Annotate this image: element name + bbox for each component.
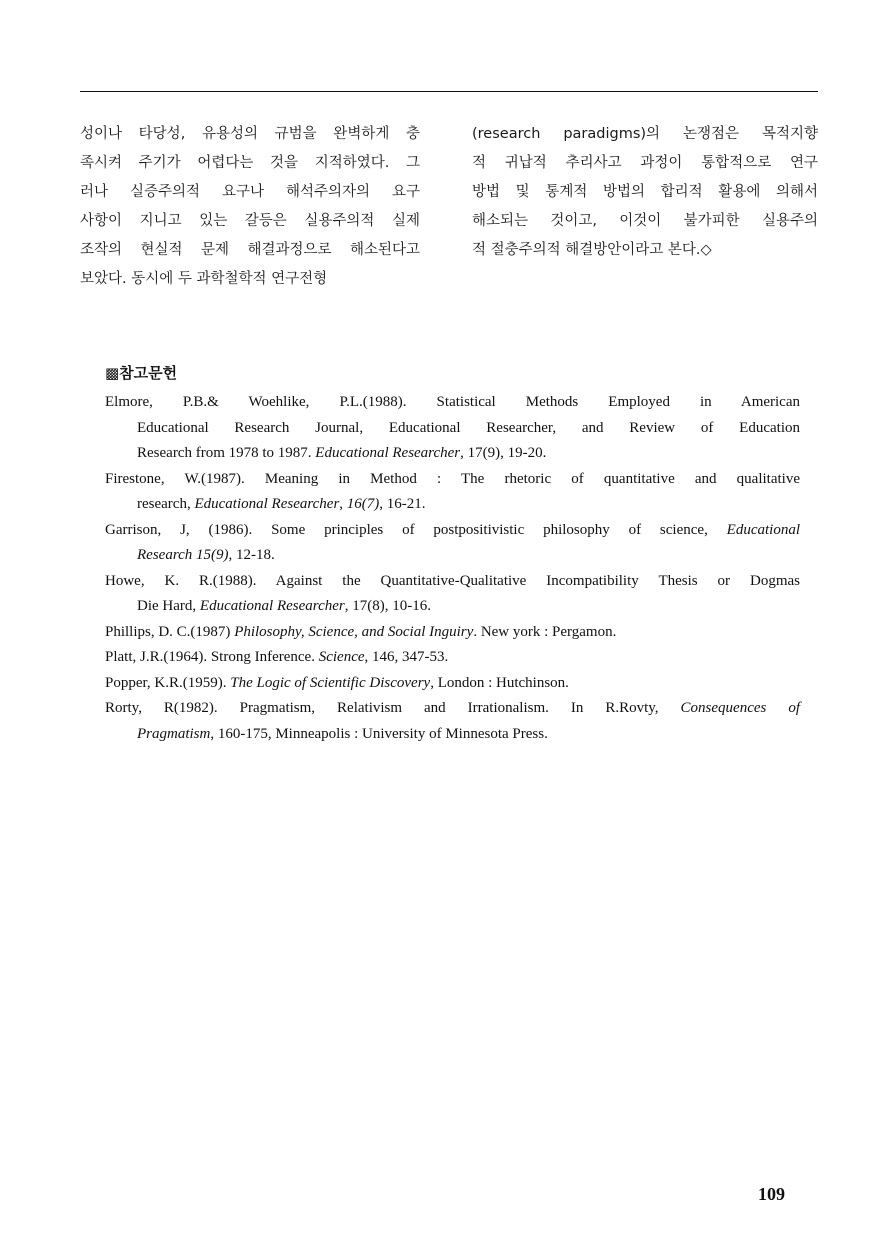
reference-entry [105,671,800,697]
reference-segment: Die Hard, [137,598,200,614]
reference-italic-segment: Educational Researcher [199,598,345,614]
reference-segment: Firestone, W.(1987). Meaning in Method : The rhetoric of quantitative and qualitative [105,470,800,487]
reference-entry [105,518,800,569]
reference-entry [105,467,800,518]
reference-entry [105,569,800,620]
reference-italic-segment: Educational [726,521,800,538]
reference-segment: . New york : Pergamon. [473,623,617,640]
reference-segment: Research from 1978 to 1987. [137,445,316,461]
reference-italic-segment: 16(7) [346,496,380,512]
reference-entry [105,620,800,646]
reference-italic-segment: Philosophy, Science, and Social Inguiry [234,623,474,640]
right-column-line: (research paradigms)의 논쟁점은 목적지향 [472,126,818,142]
reference-entry [105,645,800,671]
references-list [105,390,800,747]
body-column-right [472,120,818,265]
reference-segment: research, [137,496,195,512]
right-column-line: 해소되는 것이고, 이것이 불가피한 실용주의 [472,213,818,229]
right-column-line: 방법 및 통계적 방법의 합리적 활용에 의해서 [472,184,818,200]
reference-line [105,467,800,493]
reference-segment: , [339,496,347,512]
reference-line [105,543,800,569]
body-column-left [80,120,420,294]
reference-line [105,645,800,671]
reference-segment: , 17(8), 10-16. [344,598,431,614]
reference-italic-segment: Science [318,649,365,665]
page-number: 109 [758,1184,785,1204]
reference-line [105,569,800,595]
reference-segment: Garrison, J, (1986). Some principles of postpositivistic philosophy of science, [105,521,727,538]
left-column-line: 족시켜 주기가 어렵다는 것을 지적하였다. 그 [80,155,420,171]
references-heading: ▩참고문헌 [105,364,178,382]
reference-segment: Elmore, P.B.& Woehlike, P.L.(1988). Statistical Methods Employed in American [105,394,800,410]
reference-line [105,696,800,722]
left-column-line: 조작의 현실적 문제 해결과정으로 해소된다고 [80,242,420,258]
reference-italic-segment: Consequences of [680,700,800,716]
reference-entry [105,696,800,747]
reference-line [105,671,800,697]
reference-italic-segment: Research 15(9) [137,547,229,563]
left-column-line: 보았다. 동시에 두 과학철학적 연구전형 [80,271,328,287]
reference-segment: Phillips, D. C.(1987) [105,623,235,640]
left-column-line: 사항이 지니고 있는 갈등은 실용주의적 실제 [80,213,420,229]
reference-line [105,594,800,620]
reference-italic-segment: Educational Researcher [315,445,461,461]
left-column-line: 성이나 타당성, 유용성의 규범을 완벽하게 충 [80,126,420,142]
reference-segment: , 17(9), 19-20. [460,445,547,461]
left-column-line: 러나 실증주의적 요구나 해석주의자의 요구 [80,184,420,200]
reference-segment: , London : Hutchinson. [430,674,569,691]
reference-segment: Howe, K. R.(1988). Against the Quantitative-Qualitative Incompatibility Thesis or Dogmas [105,572,800,589]
reference-segment: , 16-21. [379,496,426,512]
right-column-line: 적 귀납적 추리사고 과정이 통합적으로 연구 [472,155,818,171]
reference-segment: , 146, 347-53. [364,649,449,665]
reference-italic-segment: Pragmatism [137,725,211,742]
reference-segment: , 12-18. [228,547,275,563]
header-rule [80,91,818,92]
reference-segment: Rorty, R(1982). Pragmatism, Relativism and Irrationalism. In R.Rovty, [105,700,681,716]
reference-segment: Educational Research Journal, Educational Researcher, and Review of Education [137,419,800,436]
reference-line [105,390,800,416]
reference-line [105,416,800,442]
reference-line [105,722,800,748]
reference-line [105,518,800,544]
reference-segment: Platt, J.R.(1964). Strong Inference. [105,649,319,665]
reference-italic-segment: Educational Researcher [194,496,340,512]
reference-line [105,620,800,646]
reference-entry [105,390,800,467]
reference-line [105,441,800,467]
reference-italic-segment: The Logic of Scientific Discovery [230,674,431,691]
right-column-line: 적 절충주의적 해결방안이라고 본다.◇ [472,242,712,258]
reference-line [105,492,800,518]
reference-segment: , 160-175, Minneapolis : University of Minnesota Press. [210,725,548,742]
reference-segment: Popper, K.R.(1959). [105,674,231,691]
